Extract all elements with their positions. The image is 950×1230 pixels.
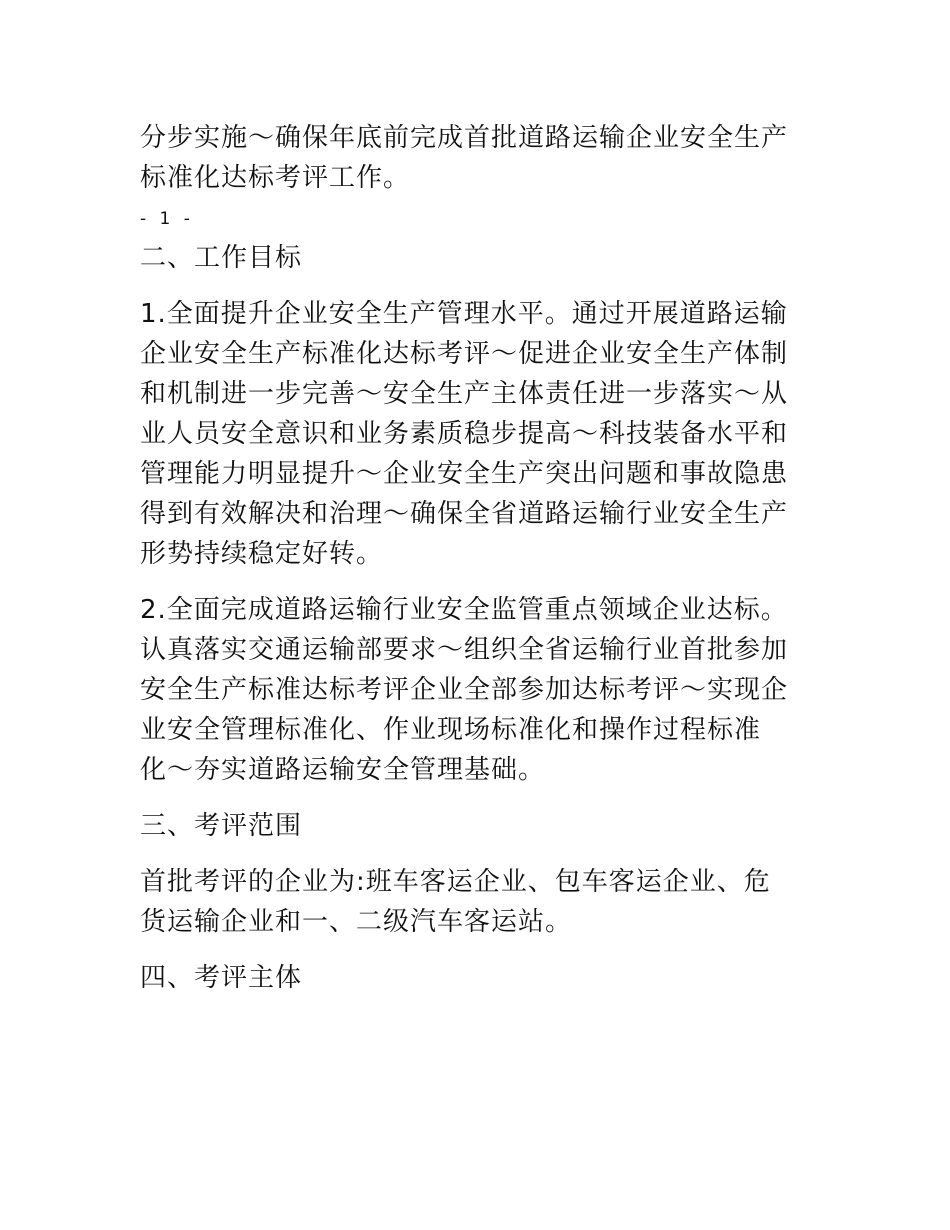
text-line: 和机制进一步完善～安全生产主体责任进一步落实～从 bbox=[140, 379, 789, 409]
text-line: 2.全面完成道路运输行业安全监管重点领域企业达标。 bbox=[140, 595, 788, 625]
intro-paragraph bbox=[140, 118, 820, 198]
text-line: 安全生产标准达标考评企业全部参加达标考评～实现企 bbox=[140, 675, 789, 705]
section-heading-evaluator: 四、考评主体 bbox=[140, 963, 303, 993]
text-line: 形势持续稳定好转。 bbox=[140, 539, 384, 569]
text-line: 1.全面提升企业安全生产管理水平。通过开展道路运输 bbox=[140, 299, 788, 329]
text-line: 业安全管理标准化、作业现场标准化和操作过程标准 bbox=[140, 715, 762, 745]
text-line: 得到有效解决和治理～确保全省道路运输行业安全生产 bbox=[140, 499, 789, 529]
text-line: 业人员安全意识和业务素质稳步提高～科技装备水平和 bbox=[140, 419, 789, 449]
section-heading-scope: 三、考评范围 bbox=[140, 811, 303, 841]
text-line: 认真落实交通运输部要求～组织全省运输行业首批参加 bbox=[140, 635, 789, 665]
text-line: 管理能力明显提升～企业安全生产突出问题和事故隐患 bbox=[140, 459, 789, 489]
text-line: 首批考评的企业为:班车客运企业、包车客运企业、危 bbox=[140, 867, 771, 897]
text-line: 标准化达标考评工作。 bbox=[140, 163, 411, 193]
scope-paragraph bbox=[140, 862, 820, 942]
text-line: 企业安全生产标准化达标考评～促进企业安全生产体制 bbox=[140, 339, 789, 369]
text-line: 货运输企业和一、二级汽车客运站。 bbox=[140, 907, 573, 937]
text-line: 分步实施～确保年底前完成首批道路运输企业安全生产 bbox=[140, 123, 789, 153]
page-number: - 1 - bbox=[140, 209, 194, 229]
goal-paragraph-2 bbox=[140, 590, 820, 790]
text-line: 化～夯实道路运输安全管理基础。 bbox=[140, 755, 546, 785]
goal-paragraph-1 bbox=[140, 294, 820, 574]
section-heading-work-goals: 二、工作目标 bbox=[140, 243, 303, 273]
document-page bbox=[140, 118, 820, 998]
